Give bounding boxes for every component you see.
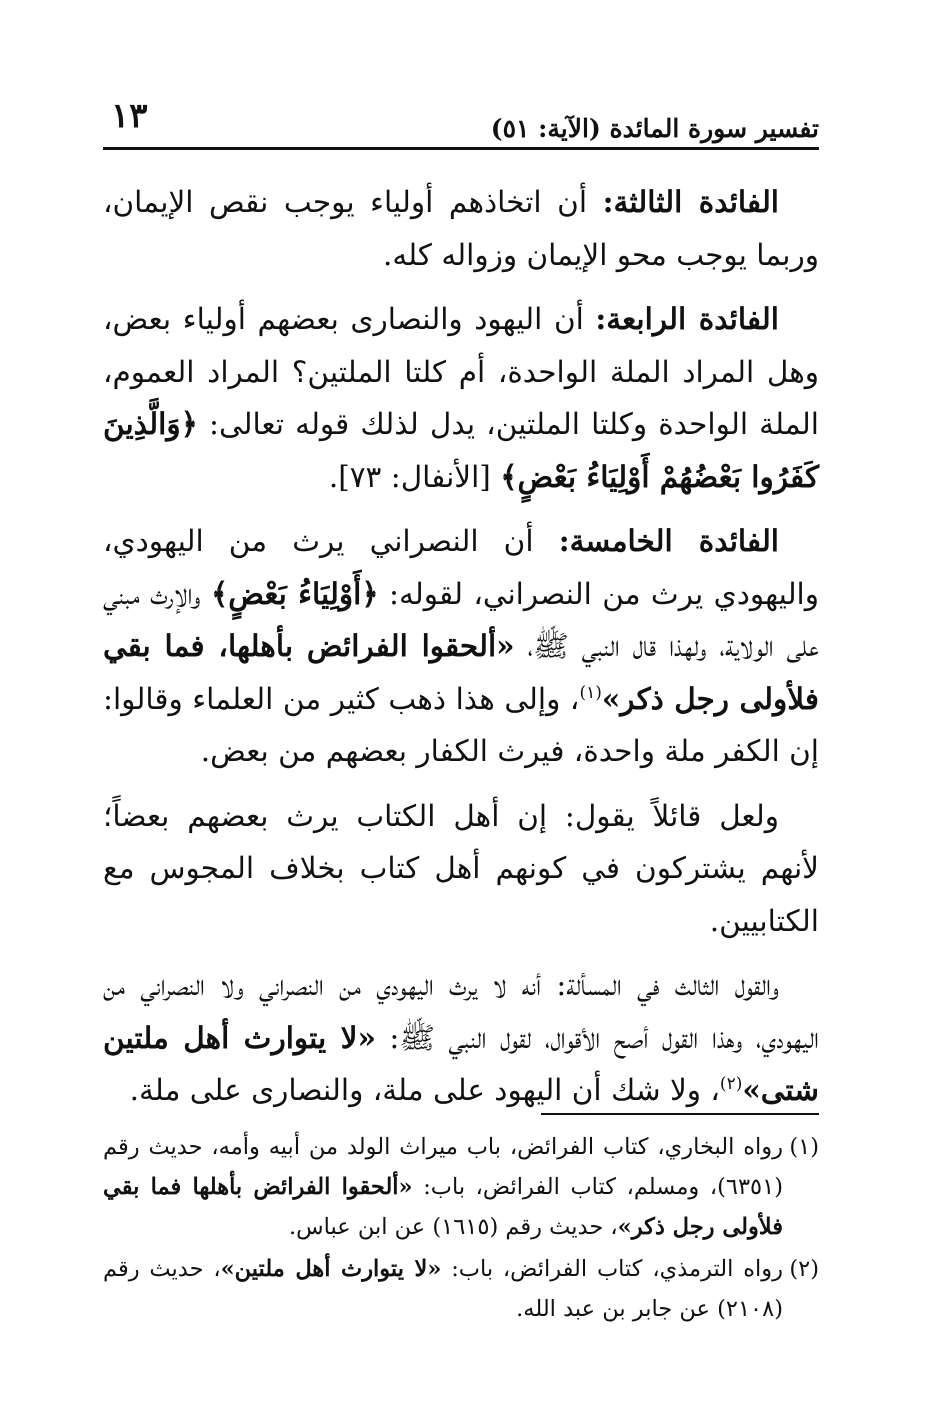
footnote-text: ، حديث رقم (١٦١٥) عن ابن عباس.: [289, 1214, 618, 1240]
paragraph-text: والإرث مبني على الولاية، ولهذا قال النبي ﷺ،: [103, 576, 819, 663]
paragraph-label: الفائدة الثالثة:: [602, 184, 780, 219]
footnote-separator: [541, 1113, 819, 1115]
hadith-quote: «لا يتوارث أهل ملتين شتى»: [103, 1019, 819, 1107]
paragraph-text: ، ولا شك أن اليهود على ملة، والنصارى على ملة.: [129, 1073, 720, 1107]
footnote-text: رواه البخاري، كتاب الفرائض، باب ميراث الولد من أبيه وأمه، حديث رقم (٦٣٥١)، ومسلم، كتاب الفرائض، باب:: [103, 1134, 783, 1200]
footnote-marker[interactable]: (١): [579, 682, 602, 703]
footnote-hadith: «لا يتوارث أهل ملتين»: [220, 1256, 442, 1282]
paragraph-text: أن اليهود والنصارى بعضهم أولياء بعض، وهل المراد الملة الواحدة، أم كلتا الملتين؟ المراد العموم، الملة الواحدة وكلتا الملتين، يدل لذلك قوله تعالى:: [103, 302, 819, 441]
paragraph-third-opinion: [103, 959, 819, 1117]
running-title: تفسير سورة المائدة (الآية: ٥١): [490, 114, 819, 143]
paragraph-text: ، وإلى هذا ذهب كثير من العلماء وقالوا: إن الكفر ملة واحدة، فيرث الكفار بعضهم من بعض.: [103, 681, 819, 768]
footnote-number: (١): [789, 1134, 819, 1160]
main-text: [103, 176, 819, 1129]
paragraph-text: ولعل قائلاً يقول: إن أهل الكتاب يرث بعضهم بعضاً؛ لأنهم يشتركون في كونهم أهل كتاب بخلاف المجوس مع الكتابيين.: [103, 798, 819, 938]
paragraph-fifth-benefit: [103, 515, 819, 778]
page-header: [103, 92, 819, 150]
paragraph-fourth-benefit: [103, 293, 819, 503]
footnote-number: (٢): [789, 1256, 819, 1282]
footnote-1: [103, 1127, 819, 1247]
footnote-text: رواه الترمذي، كتاب الفرائض، باب:: [441, 1256, 783, 1282]
footnote-marker[interactable]: (٢): [719, 1074, 743, 1095]
paragraph-text: أن اتخاذهم أولياء يوجب نقص الإيمان، وربما يوجب محو الإيمان وزواله كله.: [103, 185, 819, 272]
footnote-text: ، حديث رقم (٢١٠٨) عن جابر بن عبد الله.: [103, 1256, 783, 1322]
page-number: ١٣: [111, 96, 148, 136]
paragraph-label: الفائدة الرابعة:: [595, 301, 779, 336]
paragraph-text: أن النصراني يرث من اليهودي، واليهودي يرث من النصراني، لقوله:: [103, 524, 819, 611]
paragraph-text: والقول الثالث في المسألة: أنه لا يرث اليهودي من النصراني ولا النصراني من اليهودي، وهذا القول أصح الأقوال، لقول النبي ﷺ:: [103, 968, 820, 1055]
footnote-2: [103, 1249, 819, 1329]
header-rule: [103, 147, 819, 150]
paragraph-label: الفائدة الخامسة:: [558, 523, 780, 558]
hadith-quote: «ألحقوا الفرائض بأهلها، فما بقي فلأولى رجل ذكر»: [103, 628, 819, 716]
paragraph-objection: [103, 790, 819, 948]
quran-quote: ﴿وَالَّذِينَ كَفَرُوا بَعْضُهُمْ أَوْلِيَاءُ بَعْضٍ﴾: [103, 406, 819, 494]
paragraph-text: [الأنفال: ٧٣].: [328, 459, 501, 494]
paragraph-third-benefit: [103, 176, 819, 281]
quran-quote: ﴿أَوْلِيَاءُ بَعْضٍ﴾: [210, 575, 379, 611]
footnote-hadith: «ألحقوا الفرائض بأهلها فما بقي فلأولى رجل ذكر»: [103, 1174, 783, 1240]
footnotes: [103, 1127, 819, 1331]
